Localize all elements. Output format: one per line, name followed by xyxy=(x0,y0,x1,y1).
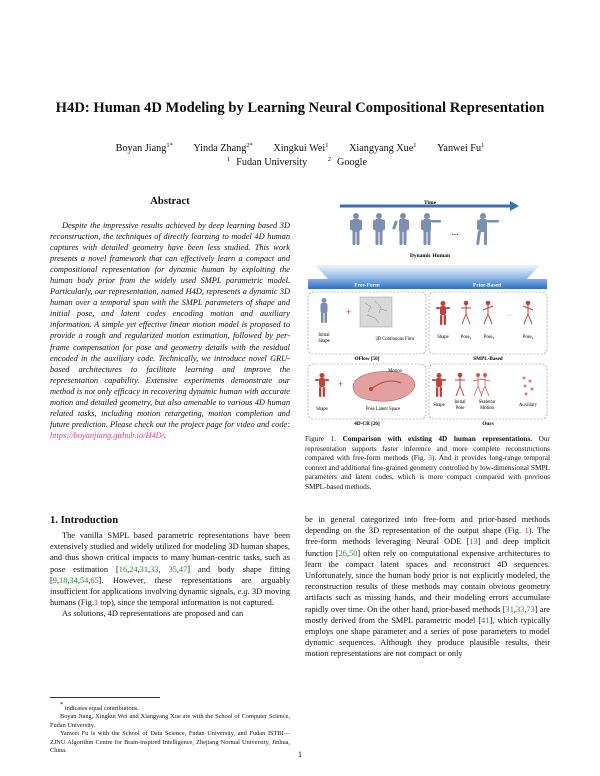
cr-shape-figure xyxy=(315,373,329,397)
auxiliary-label: Auxiliary xyxy=(519,403,537,408)
initial-pose-label: Initial xyxy=(454,400,466,405)
initial-pose-label: Pose xyxy=(455,406,465,411)
human-figure xyxy=(421,213,441,245)
citation[interactable]: 16 xyxy=(118,564,128,574)
author: Yanwei Fu$^1$ xyxy=(437,142,485,154)
intro-paragraph: The vanilla SMPL based parametric representations have been extensively studied and widely utilized for modeling 3D human shapes, and thus shown critical impacts to many human-centric tasks, such as pose estimation [16,24,31,33, 35,47] and body shape fitting [9,18,34,54,65]. However, these representations are arguably insufficient for applications involving dynamic signals, e.g. 3D moving humans (Fig.1 top), since the temporal information is not captured. As solutions, 4D representations are proposed and can xyxy=(50,531,291,619)
intro-paragraph-continued: be in general categorized into free-form and prior-based methods depending on the 3D representation of the output shape (Fig. 1). The free-form methods leveraging Neural ODE [13] and deep implicit function [26,50] often rely on computational expensive architectures to learn the compact latent spaces and reconstruct 4D sequences. Unfortunately, since the human body prior is not explicitly modeled, the reconstruction results of these methods may contain obvious geometry artifacts such as missing hands, and their modeling errors accumulate rapidly over time. On the other hand, prior-based methods [31,33,73] are mostly derived from the SMPL parametric model [41], which typically employs one shape parameter and a series of pose parameters to model dynamic sequences. Although they produce plausible results, their motion representations are not compact or only xyxy=(305,515,550,659)
time-arrowhead xyxy=(510,201,519,211)
ours-shape-figure xyxy=(432,373,446,397)
smpl-based-label: SMPL-Based xyxy=(473,356,503,362)
citation[interactable]: 13 xyxy=(469,537,478,547)
prior-based-label: Prior-Based xyxy=(472,282,502,289)
free-form-label: Free-Form xyxy=(354,282,380,289)
pose-latent-space xyxy=(353,371,415,401)
smpl-skeleton xyxy=(461,301,471,324)
pose-label: Pose$_2$ xyxy=(483,335,495,341)
page-number: 1 xyxy=(297,749,303,759)
figure-ref[interactable]: 1 xyxy=(94,598,99,608)
project-link[interactable]: https://boyanjiang.github.io/H4D/ xyxy=(50,430,165,440)
skeleton-motion-label: Skeleton xyxy=(478,400,496,405)
pose-label: Pose$_1$ xyxy=(460,335,472,341)
citation[interactable]: 41 xyxy=(481,615,490,625)
figure-1 xyxy=(305,197,550,427)
citation[interactable]: 24 xyxy=(129,564,138,574)
plus-sign: + xyxy=(338,379,344,389)
citation[interactable]: 31 xyxy=(505,604,514,614)
author: Boyan Jiang$^{1*}$ xyxy=(115,142,173,154)
citation[interactable]: 33 xyxy=(515,604,525,614)
citation[interactable]: 34 xyxy=(69,575,78,585)
shape-label: Shape xyxy=(316,407,328,412)
ours-initial-pose xyxy=(455,373,465,396)
human-figure xyxy=(373,213,385,245)
figure-ref[interactable]: 1 xyxy=(524,526,529,536)
flow-label: 3D Continuous Flow xyxy=(375,337,415,342)
citation[interactable]: 31 xyxy=(139,564,148,574)
citation[interactable]: 65 xyxy=(90,575,99,585)
oflow-label: OFlow [50] xyxy=(354,356,380,362)
skeleton-motion-label: Motion xyxy=(480,406,494,411)
citation[interactable]: 47 xyxy=(178,564,188,574)
ours-auxiliary xyxy=(523,377,534,396)
citation[interactable]: 54 xyxy=(79,575,89,585)
footnote: * indicates equal contributions. Boyan Jiang, Xingkui Wei and Xiangyang Xue are with the School of Computer Science, Fudan University. Yanwei Fu is with the School of Data Science, Fudan University, and Fudan ISTBI—ZJNU Algorithm Centre for Brain-inspired Intelligence, Zhejiang Normal University, Jinhua, China. xyxy=(50,701,290,755)
human-figure xyxy=(392,213,409,245)
paper-title: H4D: Human 4D Modeling by Learning Neural Compositional Representation xyxy=(55,100,545,116)
figure-ref[interactable]: 3 xyxy=(428,453,432,462)
human-figure xyxy=(476,213,499,245)
citation[interactable]: 26 xyxy=(338,548,347,558)
motion-label: Motion xyxy=(388,369,402,374)
plus-sign: + xyxy=(346,307,352,317)
smpl-shape-figure xyxy=(436,301,450,325)
initial-shape-figure xyxy=(321,298,328,323)
citation[interactable]: 35 xyxy=(168,564,177,574)
human-figure xyxy=(350,213,362,245)
figure-caption: Figure 1. Comparison with existing 4D human representations. Our representation supports faster inference and more complete reconstructions compared with free-form methods (Fig. 3). And it provides long-range temporal context and additional fine-grained geometry controlled by low-dimensional SMPL parameters and latent codes, which is more compact compared with previous SMPL-based methods. xyxy=(305,434,551,491)
category-bar xyxy=(308,279,547,289)
author: Xingkui Wei$^1$ xyxy=(273,142,329,154)
smpl-skeleton xyxy=(483,301,493,324)
citation[interactable]: 9 xyxy=(52,575,57,585)
smpl-ellipsis: ··· xyxy=(506,313,512,319)
dynamic-human-sequence xyxy=(350,213,499,245)
continuous-flow-box xyxy=(360,297,392,327)
abstract-heading: Abstract xyxy=(150,196,190,207)
author: Yinda Zhang$^{2*}$ xyxy=(193,142,253,154)
abstract-text: Despite the impressive results achieved by deep learning based 3D reconstruction, the techniques of directly learning to model 4D human captures with detailed geometry have been less studied. This work presents a novel framework that can effectively learn a compact and compositional representation for dynamic human by exploiting the human body prior from the widely used SMPL parametric model. Particularly, our representation, named H4D, represents a dynamic 3D human over a temporal span with the SMPL parameters of shape and initial pose, and latent codes encoding motion and auxiliary information. A simple yet effective linear motion model is proposed to provide a rough and regularized motion estimation, followed by per-frame compensation for pose and geometry details with the residual encoded in the auxiliary code. Technically, we introduce novel GRU-based architectures to facilitate learning and improve the representation capability. Extensive experiments demonstrate our method is not only efficacy in recovering dynamic human with accurate motion and detailed geometry, but also amenable to various 4D human related tasks, including motion retargeting, motion completion and future prediction. Please check out the project page for video and code: https://boyanjiang.github.io/H4D/. xyxy=(50,221,290,440)
citation[interactable]: 33 xyxy=(150,564,159,574)
ours-label: Ours xyxy=(482,421,494,427)
author: Xiangyang Xue$^1$ xyxy=(349,142,417,154)
affiliation: $^2$ Google xyxy=(327,156,368,168)
shape-label: Shape xyxy=(437,335,449,340)
initial-shape-label: Initial xyxy=(318,333,330,338)
pose-latent-label: Pose Latent Space xyxy=(365,407,401,412)
smpl-skeleton xyxy=(523,301,533,324)
citation[interactable]: 50 xyxy=(349,548,358,558)
shape-label: Shape xyxy=(433,403,445,408)
initial-shape-label: Shape xyxy=(318,339,330,344)
funnel xyxy=(315,265,540,279)
time-label: Time xyxy=(423,200,437,206)
author-list xyxy=(0,142,600,154)
footnote-rule xyxy=(50,697,160,698)
ellipsis: ... xyxy=(451,227,459,237)
affiliations xyxy=(0,156,600,168)
cr-label: 4D-CR [26] xyxy=(354,421,380,427)
ours-skeleton-motion xyxy=(473,373,490,396)
citation[interactable]: 18 xyxy=(59,575,68,585)
section-heading: 1. Introduction xyxy=(50,515,119,526)
pose-label: Pose$_n$ xyxy=(522,335,534,341)
citation[interactable]: 73 xyxy=(526,604,535,614)
affiliation: $^1$ Fudan University xyxy=(226,156,308,168)
dynamic-human-label: Dynamic Human xyxy=(409,253,451,259)
